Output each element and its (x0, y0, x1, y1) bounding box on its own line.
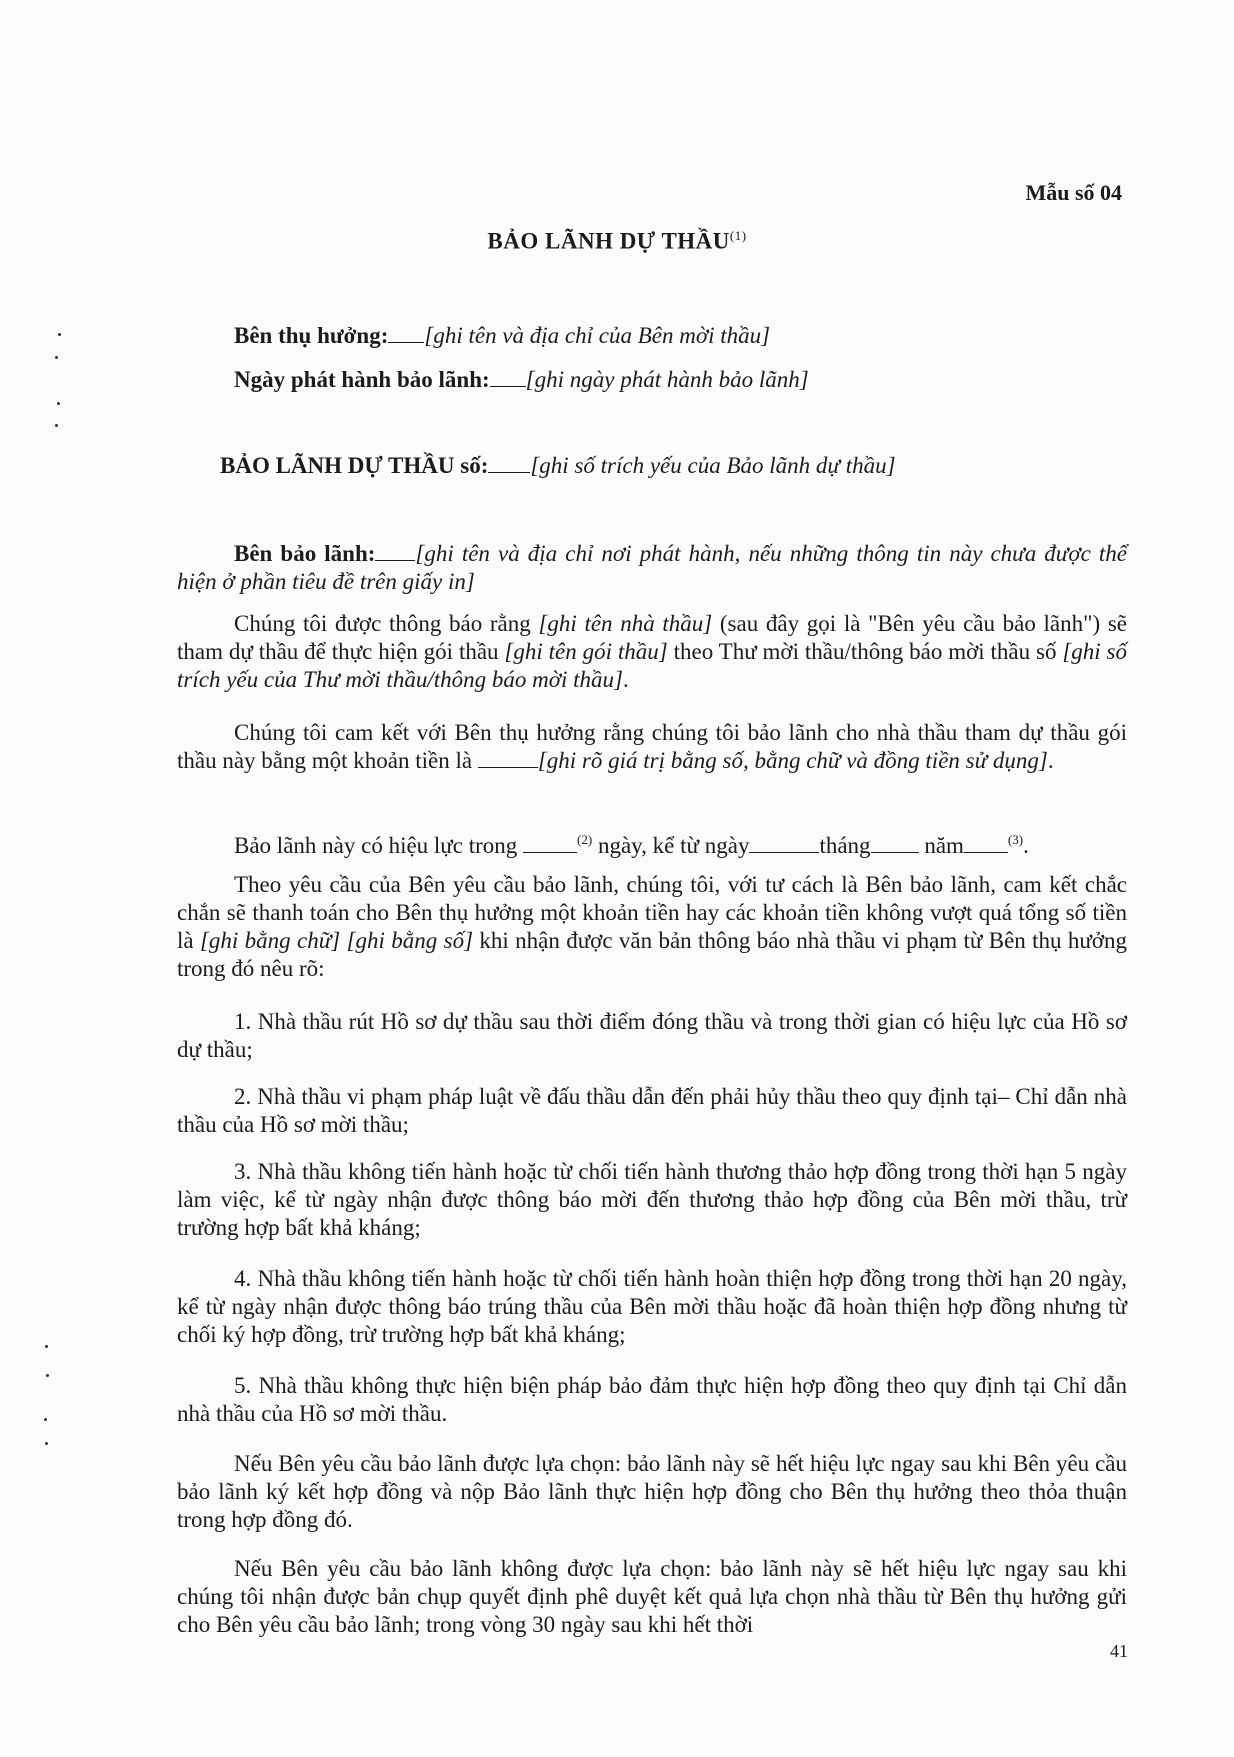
guarantee-number-value: [ghi số trích yếu của Bảo lãnh dự thầu] (530, 453, 896, 478)
commitment-text-1: Chúng tôi cam kết với Bên thụ hưởng rằng chúng tôi bảo lãnh cho nhà thầu tham dự thầu gói thầu này bằng một khoản tiền là (177, 720, 1127, 773)
invitation-number-placeholder: [ghi số trích yếu của Thư mời thầu/thông báo mời thầu] (177, 639, 1127, 692)
page-number: 41 (1110, 1641, 1128, 1661)
notification-text-2: (sau đây gọi là "Bên yêu cầu bảo lãnh") sẽ tham dự thầu để thực hiện gói thầu (177, 611, 1128, 664)
guarantee-number-line (220, 452, 896, 480)
condition-item-4: 4. Nhà thầu không tiến hành hoặc từ chối tiến hành hoàn thiện hợp đồng trong thời hạn 20 ngày, kể từ ngày nhận được thông báo trúng thầu của Bên mời thầu hoặc đã hoàn thiện hợp đồng nhưng từ chối ký hợp đồng, trừ trường hợp bất khả kháng; (177, 1266, 1127, 1347)
notification-text-1: Chúng tôi được thông báo rằng (234, 611, 539, 636)
beneficiary-label: Bên thụ hưởng: (234, 323, 389, 348)
validity-days-blank (523, 834, 577, 853)
validity-year-blank (964, 834, 1008, 853)
validity-text-1: Bảo lãnh này có hiệu lực trong (234, 833, 524, 858)
payment-text-2: khi nhận được văn bản thông báo nhà thầu vi phạm từ Bên thụ hưởng trong đó nêu rõ: (177, 928, 1128, 981)
margin-speck (55, 424, 58, 427)
amount-blank (478, 749, 538, 768)
notification-text-3: theo Thư mời thầu/thông báo mời thầu số (667, 639, 1063, 664)
issue-date-value: [ghi ngày phát hành bảo lãnh] (525, 367, 809, 392)
form-number: Mẫu số 04 (1025, 180, 1122, 205)
validity-day-blank (749, 834, 819, 853)
guarantee-number-blank (488, 454, 530, 473)
margin-speck (58, 333, 61, 336)
guarantee-number-label: BẢO LÃNH DỰ THẦU số: (220, 453, 489, 478)
selected-paragraph: Nếu Bên yêu cầu bảo lãnh được lựa chọn: bảo lãnh này sẽ hết hiệu lực ngay sau khi Bên yêu cầu bảo lãnh ký kết hợp đồng và nộp Bảo lãnh thực hiện hợp đồng cho Bên thụ hưởng theo thỏa thuận trong hợp đồng đó. (177, 1451, 1127, 1532)
validity-month-blank (871, 834, 919, 853)
title-text: BẢO LÃNH DỰ THẦU (487, 228, 730, 254)
condition-item-3: 3. Nhà thầu không tiến hành hoặc từ chối tiến hành thương thảo hợp đồng trong thời hạn 5 ngày làm việc, kể từ ngày nhận được thông báo mời đến thương thảo hợp đồng của Bên mời thầu, trừ trường hợp bất khả kháng; (177, 1159, 1127, 1240)
not-selected-paragraph: Nếu Bên yêu cầu bảo lãnh không được lựa chọn: bảo lãnh này sẽ hết hiệu lực ngay sau khi chúng tôi nhận được bản chụp quyết định phê duyệt kết quả lựa chọn nhà thầu từ Bên thụ hưởng gửi cho Bên yêu cầu bảo lãnh; trong vòng 30 ngày sau khi hết thời (177, 1556, 1127, 1637)
footnote-2-marker: (2) (577, 832, 593, 847)
commitment-text-2: . (1047, 748, 1054, 773)
notification-paragraph (177, 610, 1127, 694)
guarantor-label: Bên bảo lãnh: (234, 541, 376, 566)
margin-speck (55, 356, 58, 359)
margin-speck (45, 1442, 48, 1445)
issue-date-label: Ngày phát hành bảo lãnh: (234, 367, 490, 392)
guarantor-paragraph (177, 540, 1127, 596)
margin-speck (57, 402, 60, 405)
contractor-placeholder: [ghi tên nhà thầu] (538, 611, 713, 636)
guarantor-blank (375, 542, 415, 561)
issue-date-line (234, 366, 809, 394)
margin-speck (45, 1345, 48, 1348)
document-title (0, 228, 1234, 255)
payment-text-1: Theo yêu cầu của Bên yêu cầu bảo lãnh, chúng tôi, với tư cách là Bên bảo lãnh, cam kết chắc chắn sẽ thanh toán cho Bên thụ hưởng một khoản tiền hay các khoản tiền không vượt quá tổng số tiền là (177, 872, 1127, 953)
beneficiary-line (234, 322, 770, 350)
amount-words-placeholder: [ghi bằng chữ] (199, 928, 341, 953)
validity-month-label: tháng (819, 833, 871, 858)
validity-year-label: năm (924, 833, 964, 858)
condition-item-1: 1. Nhà thầu rút Hồ sơ dự thầu sau thời điểm đóng thầu và trong thời gian có hiệu lực của Hồ sơ dự thầu; (177, 1009, 1127, 1062)
issue-date-blank (490, 368, 526, 387)
condition-item-2: 2. Nhà thầu vi phạm pháp luật về đấu thầu dẫn đến phải hủy thầu theo quy định tại– Chỉ dẫn nhà thầu của Hồ sơ mời thầu; (177, 1084, 1127, 1137)
package-placeholder: [ghi tên gói thầu] (504, 639, 668, 664)
amount-number-placeholder: [ghi bằng số] (346, 928, 474, 953)
amount-placeholder: [ghi rõ giá trị bằng số, bằng chữ và đồng tiền sử dụng] (537, 748, 1048, 773)
footnote-3-marker: (3) (1007, 832, 1024, 847)
validity-paragraph (177, 826, 1127, 860)
payment-paragraph (177, 871, 1127, 983)
condition-item-5: 5. Nhà thầu không thực hiện biện pháp bảo đảm thực hiện hợp đồng theo quy định tại Chỉ dẫn nhà thầu của Hồ sơ mời thầu. (177, 1373, 1127, 1426)
validity-text-5: . (1023, 833, 1029, 858)
margin-speck (46, 1374, 49, 1377)
beneficiary-value: [ghi tên và địa chỉ của Bên mời thầu] (424, 323, 771, 348)
beneficiary-blank (388, 324, 424, 343)
notification-text-4: . (622, 667, 629, 692)
validity-text-2: ngày, kể từ ngày (592, 833, 750, 858)
commitment-paragraph (177, 719, 1127, 775)
margin-speck (44, 1418, 47, 1421)
title-footnote-marker: (1) (729, 228, 747, 243)
guarantor-value: [ghi tên và địa chỉ nơi phát hành, nếu những thông tin này chưa được thể hiện ở phần tiêu đề trên giấy in] (177, 541, 1128, 594)
